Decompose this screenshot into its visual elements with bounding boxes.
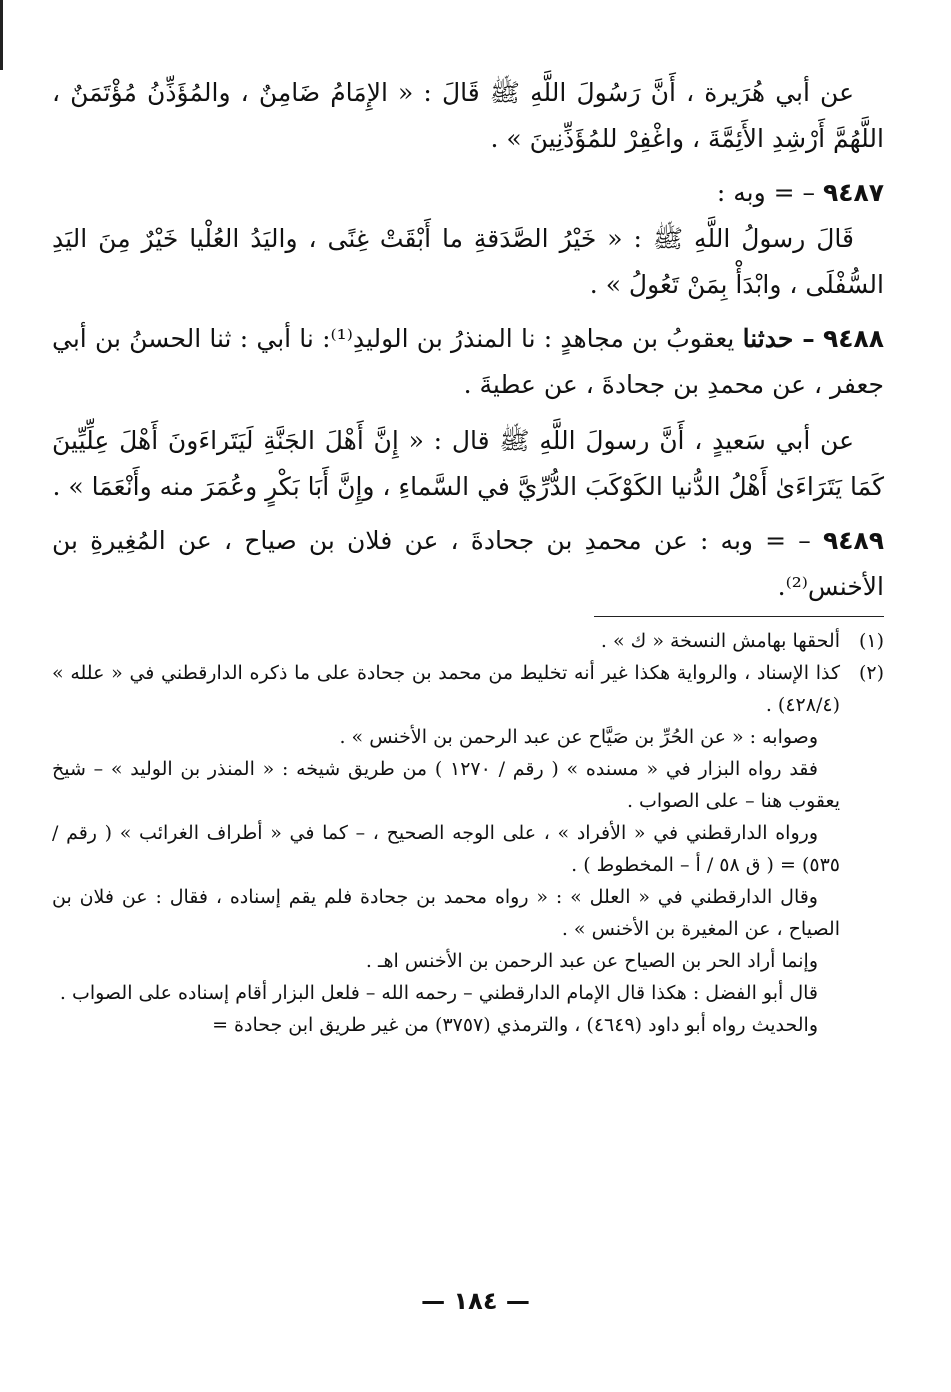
- footnote-1: [52, 625, 884, 657]
- footnote-text: كذا الإسناد ، والرواية هكذا غير أنه تخليط من محمد بن جحادة على ما ذكره الدارقطني في « علله » (٤٢٨/٤) .: [52, 662, 840, 716]
- hadith-text: عن أبي هُرَيرة ، أَنَّ رَسُولَ اللَّهِ ﷺ قَالَ : « الإِمَامُ ضَامِنٌ ، والمُؤَذِّنُ مُؤْتَمَنٌ ، اللَّهُمَّ أَرْشِدِ الأَئِمَّةَ ، واغْفِرْ للمُؤَذِّنِينَ » .: [52, 78, 884, 153]
- footnote-continuation: والحديث رواه أبو داود (٤٦٤٩) ، والترمذي (٣٧٥٧) من غير طريق ابن جحادة =: [212, 1014, 818, 1036]
- hadith-number: ٩٤٨٩: [822, 526, 884, 555]
- main-text: [52, 70, 884, 610]
- heading-text: يعقوبُ بن مجاهدٍ : نا المنذرُ بن الوليدِ⁽¹⁾: نا أبي : ثنا الحسنُ بن أبي جعفر ، عن محمدِ بن جحادةَ ، عن عطيةَ .: [52, 324, 884, 399]
- page-body: [52, 70, 884, 1041]
- heading-text: – = وبه :: [716, 178, 815, 207]
- hadith-heading-9488: [52, 316, 884, 408]
- hadith-heading-9487: [52, 170, 884, 216]
- footnote-text: ألحقها بهامش النسخة « ك » .: [600, 630, 840, 652]
- footnote-mark: (١): [858, 630, 884, 652]
- footnote-continuation: وقال الدارقطني في « العلل » : « رواه محمد بن جحادة فلم يقم إسناده ، فقال : عن فلان بن الصياح ، عن المغيرة بن الأخنس » .: [52, 886, 840, 940]
- footnotes: [52, 625, 884, 1041]
- footnote-continuation: قال أبو الفضل : هكذا قال الإمام الدارقطني – رحمه الله – فلعل البزار أقام إسناده على الصواب .: [59, 982, 818, 1004]
- heading-text: – = وبه : عن محمدِ بن جحادةَ ، عن فلان بن صياح ، عن المُغِيرةِ بن الأخنس⁽²⁾.: [52, 526, 884, 601]
- page-number: — ١٨٤ —: [421, 1287, 530, 1315]
- hadith-text: قَالَ رسولُ اللَّهِ ﷺ : « خَيْرُ الصَّدَقةِ ما أَبْقَتْ غِنًى ، واليَدُ العُلْيا خَيْرٌ مِنَ اليَدِ السُّفْلَى ، وابْدَأْ بِمَنْ تَعُولُ » .: [52, 224, 884, 299]
- footnote-continuation: وصوابه : « عن الحُرِّ بن صَيَّاح عن عبد الرحمن بن الأخنس » .: [339, 726, 818, 748]
- footnote-divider: [594, 616, 884, 617]
- page-edge-line: [0, 0, 3, 70]
- hadith-text: عن أبي سَعيدٍ ، أَنَّ رسولَ اللَّهِ ﷺ قال : « إِنَّ أَهْلَ الجَنَّةِ لَيَتَراءَونَ أَهْلَ عِلِّيِّينَ كَمَا يَتَرَاءَىٰ أَهْلُ الدُّنيا الكَوْكَبَ الدُّرِّيَّ في السَّماءِ ، وإِنَّ أَبَا بَكْرٍ وعُمَرَ منه وأَنْعَمَا » .: [52, 426, 884, 501]
- footnote-mark: (٢): [858, 662, 884, 684]
- hadith-number: ٩٤٨٨: [822, 324, 885, 353]
- footnote-continuation: ورواه الدارقطني في « الأفراد » ، على الوجه الصحيح ، – كما في « أطراف الغرائب » ( رقم / ٥٣٥) = ( ق ٥٨ / أ – المخطوط ) .: [52, 822, 840, 876]
- footnote-continuation: فقد رواه البزار في « مسنده » ( رقم / ١٢٧٠ ) من طريق شيخه : « المنذر بن الوليد » – شيخ يعقوب هنا – على الصواب .: [52, 758, 840, 812]
- lead-word: – حدثنا: [742, 324, 815, 353]
- footnote-2: [52, 657, 884, 721]
- hadith-heading-9489: [52, 518, 884, 610]
- hadith-number: ٩٤٨٧: [822, 178, 884, 207]
- footnote-continuation: وإنما أراد الحر بن الصياح عن عبد الرحمن بن الأخنس اهـ .: [365, 950, 818, 972]
